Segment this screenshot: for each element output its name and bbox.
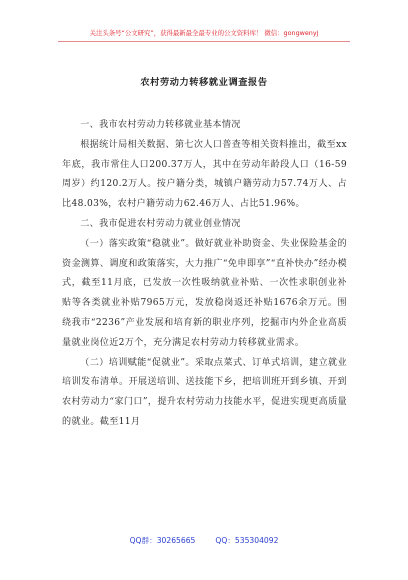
document-title: 农村劳动力转移就业调查报告 bbox=[140, 77, 268, 88]
section-heading: 二、我市促进农村劳动力就业创业情况 bbox=[80, 218, 241, 229]
footer-qq: QQ：535304092 bbox=[215, 536, 279, 545]
header-divider bbox=[58, 41, 350, 42]
footer-qq-group: QQ群：30265665 bbox=[129, 536, 196, 545]
body-paragraph: （二）培训赋能“促就业”。采取点菜式、订单式培训，建立就业培训发布清单。开展送培训、送技能下乡，把培训班开到乡镇、开到农村劳动力“家门口”，提升农村劳动力技能水平，促进实现更高质量的就业。截至11月 bbox=[62, 357, 347, 427]
document-body bbox=[62, 116, 347, 433]
header-banner: 关注头条号“公文研究”，获得最新最全最专业的公文资料库！ 微信：gongwenyj bbox=[89, 29, 319, 37]
section-heading: 一、我市农村劳动力转移就业基本情况 bbox=[80, 120, 241, 130]
footer-contact bbox=[0, 535, 408, 546]
body-paragraph: 根据统计局相关数据、第七次人口普查等相关资料推出，截至xx年底，我市常住人口200.37万人，其中在劳动年龄段人口（16-59周岁）约120.2万人。按户籍分类，城镇户籍劳动力57.74万人、占比48.03%，农村户籍劳动力62.46万人、占比51.96%。 bbox=[62, 139, 347, 210]
body-paragraph: （一）落实政策“稳就业”。做好就业补助资金、失业保险基金的资金测算、调度和政策落实，大力推广“免申即享”“直补快办”经办模式，截至11月底，已发放一次性吸纳就业补贴、一次性求职创业补贴等各类就业补贴7965万元，发放稳岗返还补贴1676余万元。围绕我市“2236”产业发展和培育新的职业序列，挖掘市内外企业高质量就业岗位近2万个，充分满足农村劳动力转移就业需求。 bbox=[62, 238, 347, 348]
